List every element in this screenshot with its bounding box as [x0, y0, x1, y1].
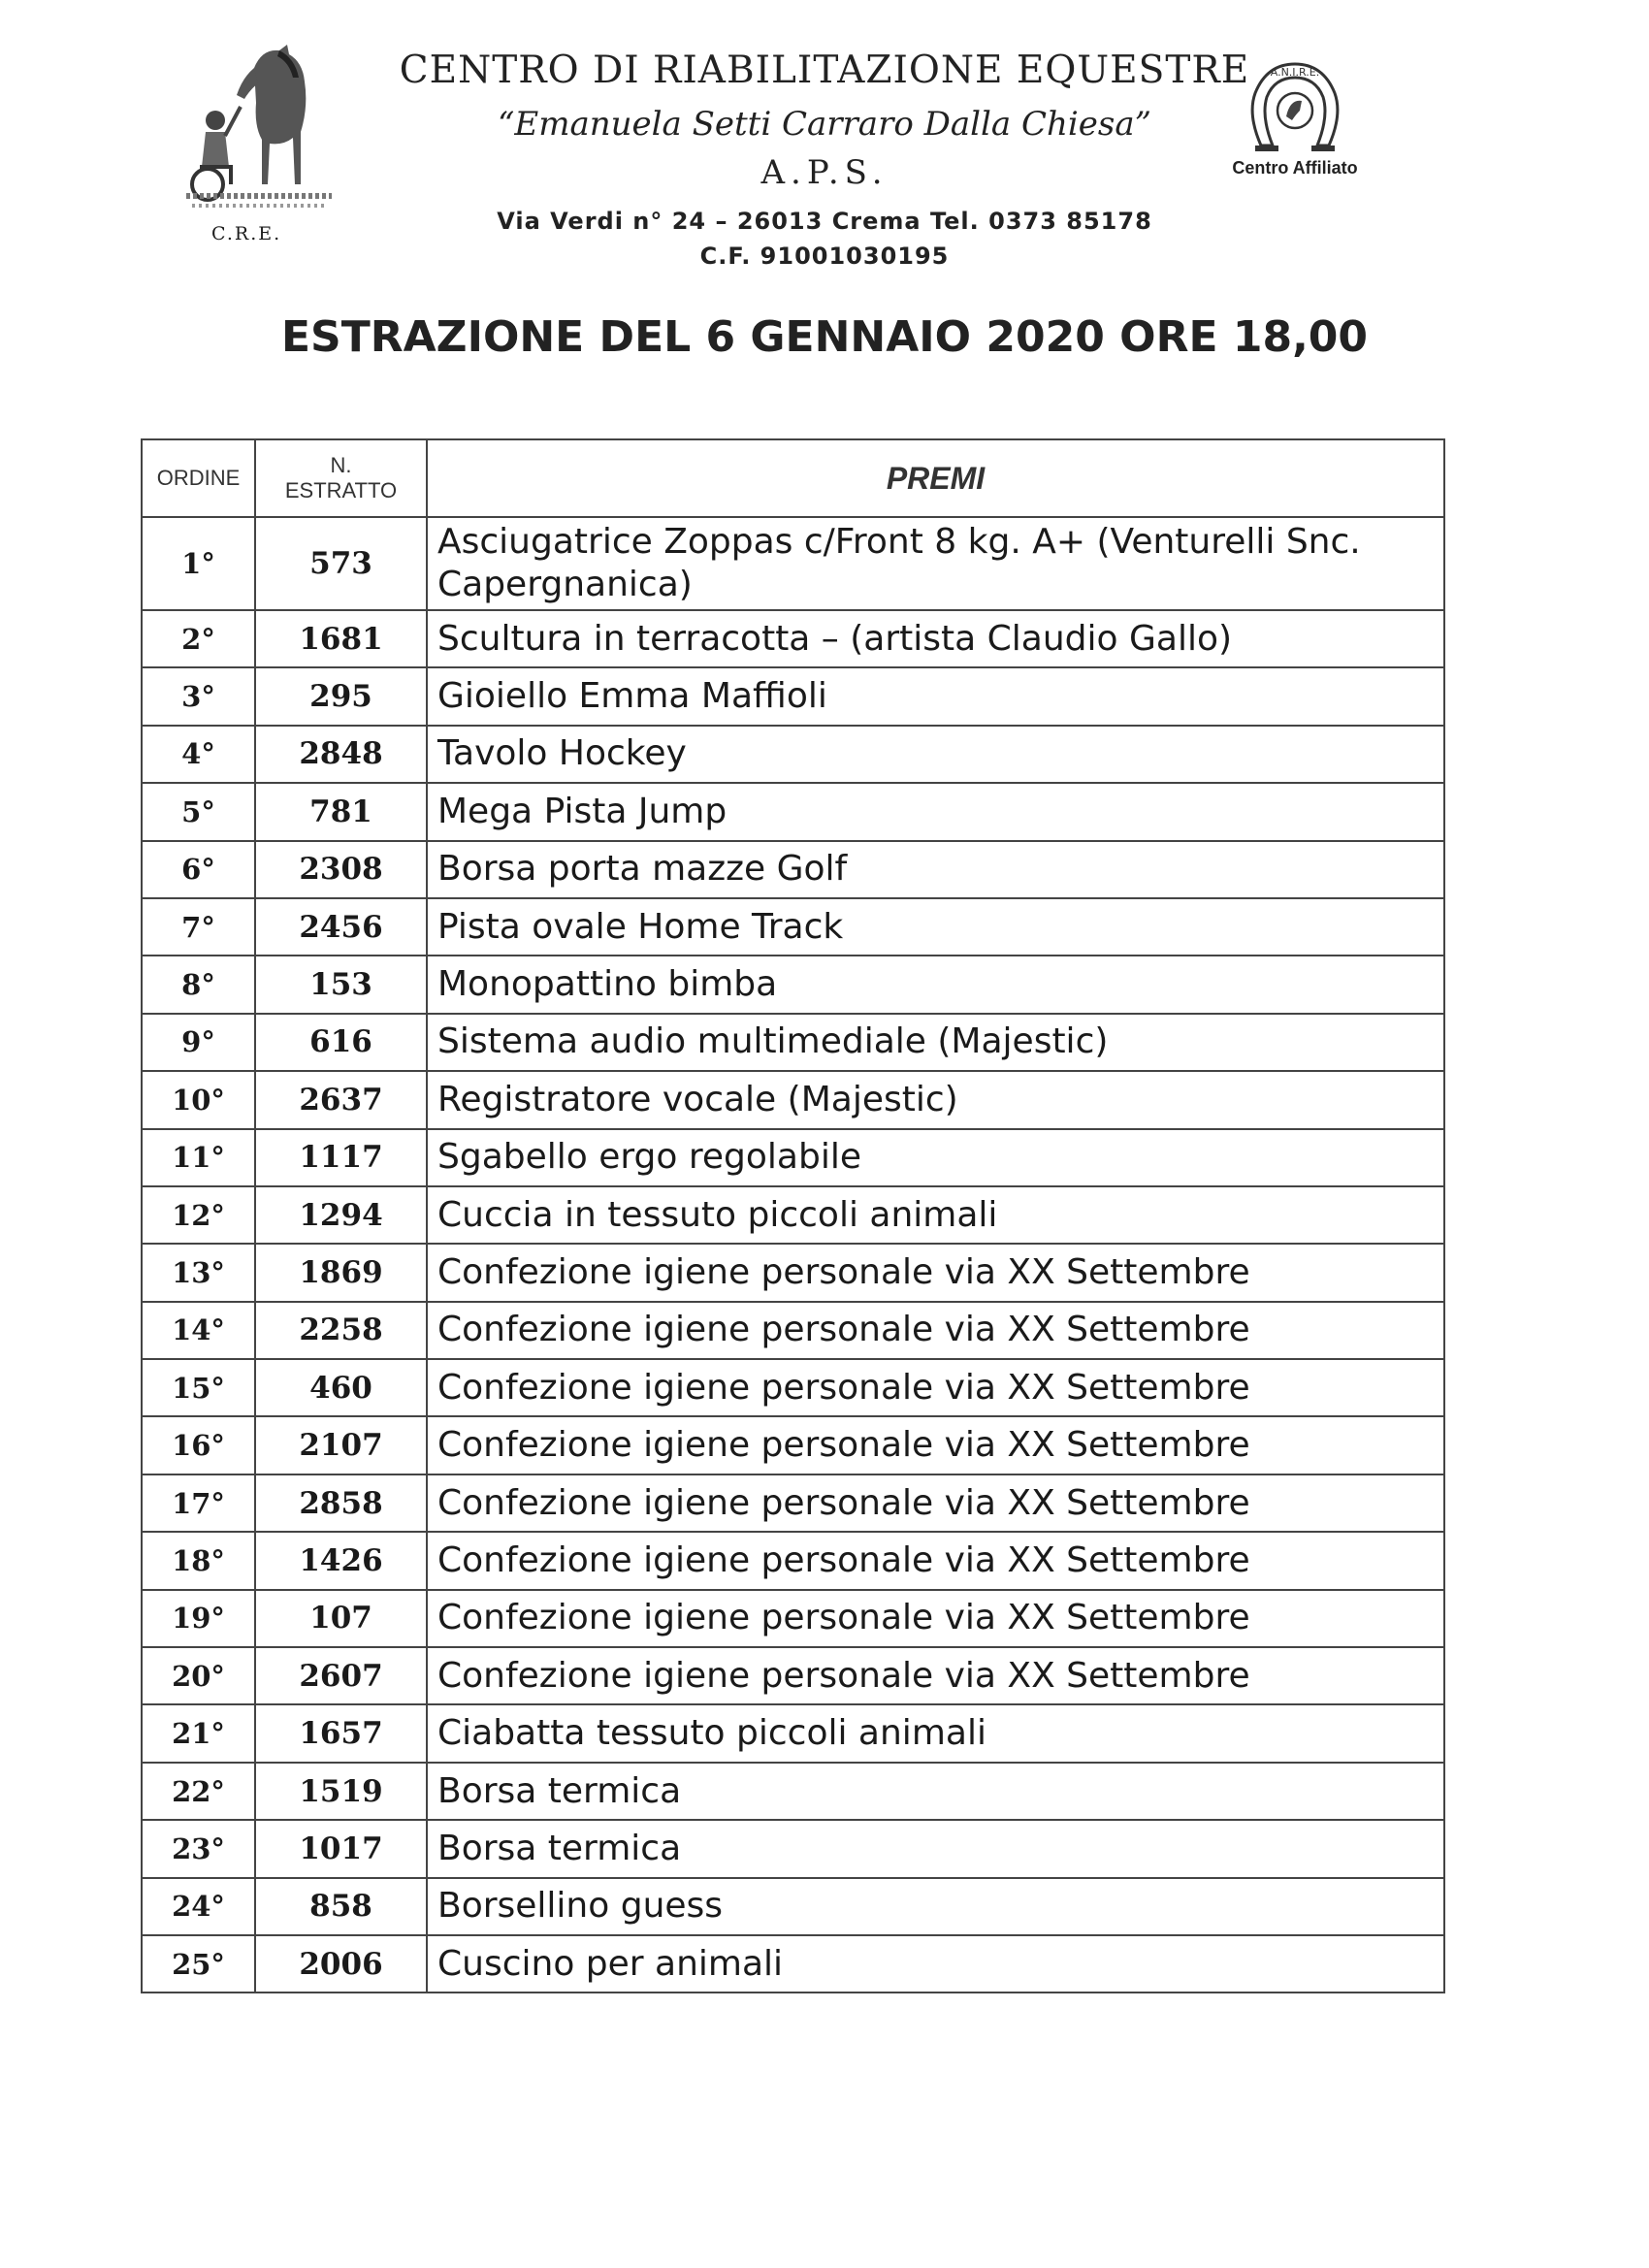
- row-number: 616: [255, 1014, 427, 1071]
- row-prize: Confezione igiene personale via XX Settembre: [427, 1359, 1444, 1416]
- table-header-row: [142, 439, 1444, 517]
- table-row: [142, 517, 1444, 610]
- row-prize: Asciugatrice Zoppas c/Front 8 kg. A+ (Venturelli Snc. Capergnanica): [427, 517, 1444, 610]
- row-prize: Ciabatta tessuto piccoli animali: [427, 1704, 1444, 1762]
- row-number: 2848: [255, 726, 427, 783]
- prize-table: [141, 438, 1445, 1993]
- row-number: 2456: [255, 898, 427, 956]
- row-prize: Confezione igiene personale via XX Settembre: [427, 1647, 1444, 1704]
- organization-title: CENTRO DI RIABILITAZIONE EQUESTRE: [399, 49, 1250, 92]
- table-row: [142, 1014, 1444, 1071]
- row-order: 11°: [142, 1129, 255, 1186]
- row-prize: Gioiello Emma Maffioli: [427, 667, 1444, 725]
- row-order: 10°: [142, 1071, 255, 1128]
- row-number: 153: [255, 956, 427, 1013]
- table-row: [142, 1416, 1444, 1474]
- logo-letters: A.N.I.R.E.: [1270, 66, 1320, 79]
- row-order: 16°: [142, 1416, 255, 1474]
- row-order: 20°: [142, 1647, 255, 1704]
- row-order: 8°: [142, 956, 255, 1013]
- row-number: 2107: [255, 1416, 427, 1474]
- header-number-line1: N.: [330, 453, 352, 477]
- row-prize: Confezione igiene personale via XX Settembre: [427, 1532, 1444, 1589]
- row-number: 573: [255, 517, 427, 610]
- table-row: [142, 1071, 1444, 1128]
- organization-address: Via Verdi n° 24 – 26013 Crema Tel. 0373 85178: [497, 208, 1152, 235]
- row-order: 5°: [142, 783, 255, 840]
- row-order: 2°: [142, 610, 255, 667]
- row-order: 7°: [142, 898, 255, 956]
- row-number: 1117: [255, 1129, 427, 1186]
- row-order: 4°: [142, 726, 255, 783]
- row-order: 21°: [142, 1704, 255, 1762]
- logo-caption: C.R.E.: [211, 223, 282, 244]
- row-prize: Pista ovale Home Track: [427, 898, 1444, 956]
- row-order: 19°: [142, 1590, 255, 1647]
- row-number: 1519: [255, 1763, 427, 1820]
- row-number: 2258: [255, 1302, 427, 1359]
- table-row: [142, 1474, 1444, 1532]
- row-prize: Cuscino per animali: [427, 1935, 1444, 1993]
- organization-subtitle: “Emanuela Setti Carraro Dalla Chiesa”: [498, 105, 1151, 144]
- row-prize: Borsa termica: [427, 1763, 1444, 1820]
- header-number: [255, 439, 427, 517]
- row-order: 14°: [142, 1302, 255, 1359]
- table-row: [142, 1244, 1444, 1301]
- table-row: [142, 841, 1444, 898]
- row-number: 1017: [255, 1820, 427, 1877]
- row-number: 1657: [255, 1704, 427, 1762]
- row-order: 25°: [142, 1935, 255, 1993]
- row-prize: Borsa termica: [427, 1820, 1444, 1877]
- row-prize: Sistema audio multimediale (Majestic): [427, 1014, 1444, 1071]
- table-row: [142, 726, 1444, 783]
- table-row: [142, 1186, 1444, 1244]
- table-row: [142, 1129, 1444, 1186]
- row-number: 2006: [255, 1935, 427, 1993]
- table-row: [142, 1704, 1444, 1762]
- table-row: [142, 1590, 1444, 1647]
- table-row: [142, 1302, 1444, 1359]
- row-number: 781: [255, 783, 427, 840]
- row-order: 23°: [142, 1820, 255, 1877]
- row-order: 9°: [142, 1014, 255, 1071]
- row-order: 17°: [142, 1474, 255, 1532]
- table-row: [142, 1532, 1444, 1589]
- organization-type: A.P.S.: [760, 153, 889, 192]
- row-order: 22°: [142, 1763, 255, 1820]
- table-row: [142, 1878, 1444, 1935]
- row-prize: Cuccia in tessuto piccoli animali: [427, 1186, 1444, 1244]
- page-title: ESTRAZIONE DEL 6 GENNAIO 2020 ORE 18,00: [280, 312, 1369, 362]
- row-number: 2607: [255, 1647, 427, 1704]
- table-row: [142, 898, 1444, 956]
- row-prize: Tavolo Hockey: [427, 726, 1444, 783]
- row-prize: Borsellino guess: [427, 1878, 1444, 1935]
- row-number: 1681: [255, 610, 427, 667]
- header-order: ORDINE: [142, 439, 255, 517]
- row-prize: Confezione igiene personale via XX Settembre: [427, 1244, 1444, 1301]
- row-prize: Confezione igiene personale via XX Settembre: [427, 1474, 1444, 1532]
- header-prize: PREMI: [427, 439, 1444, 517]
- table-row: [142, 1763, 1444, 1820]
- row-number: 107: [255, 1590, 427, 1647]
- table-row: [142, 1647, 1444, 1704]
- row-number: 460: [255, 1359, 427, 1416]
- row-order: 6°: [142, 841, 255, 898]
- row-number: 1426: [255, 1532, 427, 1589]
- row-prize: Scultura in terracotta – (artista Claudio Gallo): [427, 610, 1444, 667]
- table-row: [142, 1359, 1444, 1416]
- row-number: 1294: [255, 1186, 427, 1244]
- row-number: 2308: [255, 841, 427, 898]
- header-number-line2: ESTRATTO: [284, 478, 398, 502]
- table-row: [142, 1935, 1444, 1993]
- table-row: [142, 783, 1444, 840]
- row-prize: Confezione igiene personale via XX Settembre: [427, 1590, 1444, 1647]
- row-prize: Monopattino bimba: [427, 956, 1444, 1013]
- row-prize: Registratore vocale (Majestic): [427, 1071, 1444, 1128]
- row-prize: Confezione igiene personale via XX Settembre: [427, 1416, 1444, 1474]
- row-number: 858: [255, 1878, 427, 1935]
- row-prize: Borsa porta mazze Golf: [427, 841, 1444, 898]
- horseshoe-icon: [1242, 56, 1348, 158]
- row-number: 2637: [255, 1071, 427, 1128]
- row-order: 12°: [142, 1186, 255, 1244]
- table-row: [142, 956, 1444, 1013]
- row-order: 3°: [142, 667, 255, 725]
- row-prize: Mega Pista Jump: [427, 783, 1444, 840]
- row-number: 295: [255, 667, 427, 725]
- row-number: 2858: [255, 1474, 427, 1532]
- row-number: 1869: [255, 1244, 427, 1301]
- affiliated-caption: Centro Affiliato: [1232, 158, 1358, 178]
- table-row: [142, 1820, 1444, 1877]
- row-order: 18°: [142, 1532, 255, 1589]
- row-order: 15°: [142, 1359, 255, 1416]
- row-prize: Sgabello ergo regolabile: [427, 1129, 1444, 1186]
- row-order: 13°: [142, 1244, 255, 1301]
- row-order: 1°: [142, 517, 255, 610]
- table-row: [142, 610, 1444, 667]
- row-order: 24°: [142, 1878, 255, 1935]
- table-row: [142, 667, 1444, 725]
- organization-tax-code: C.F. 91001030195: [699, 243, 950, 270]
- row-prize: Confezione igiene personale via XX Settembre: [427, 1302, 1444, 1359]
- anire-logo: [1217, 56, 1373, 182]
